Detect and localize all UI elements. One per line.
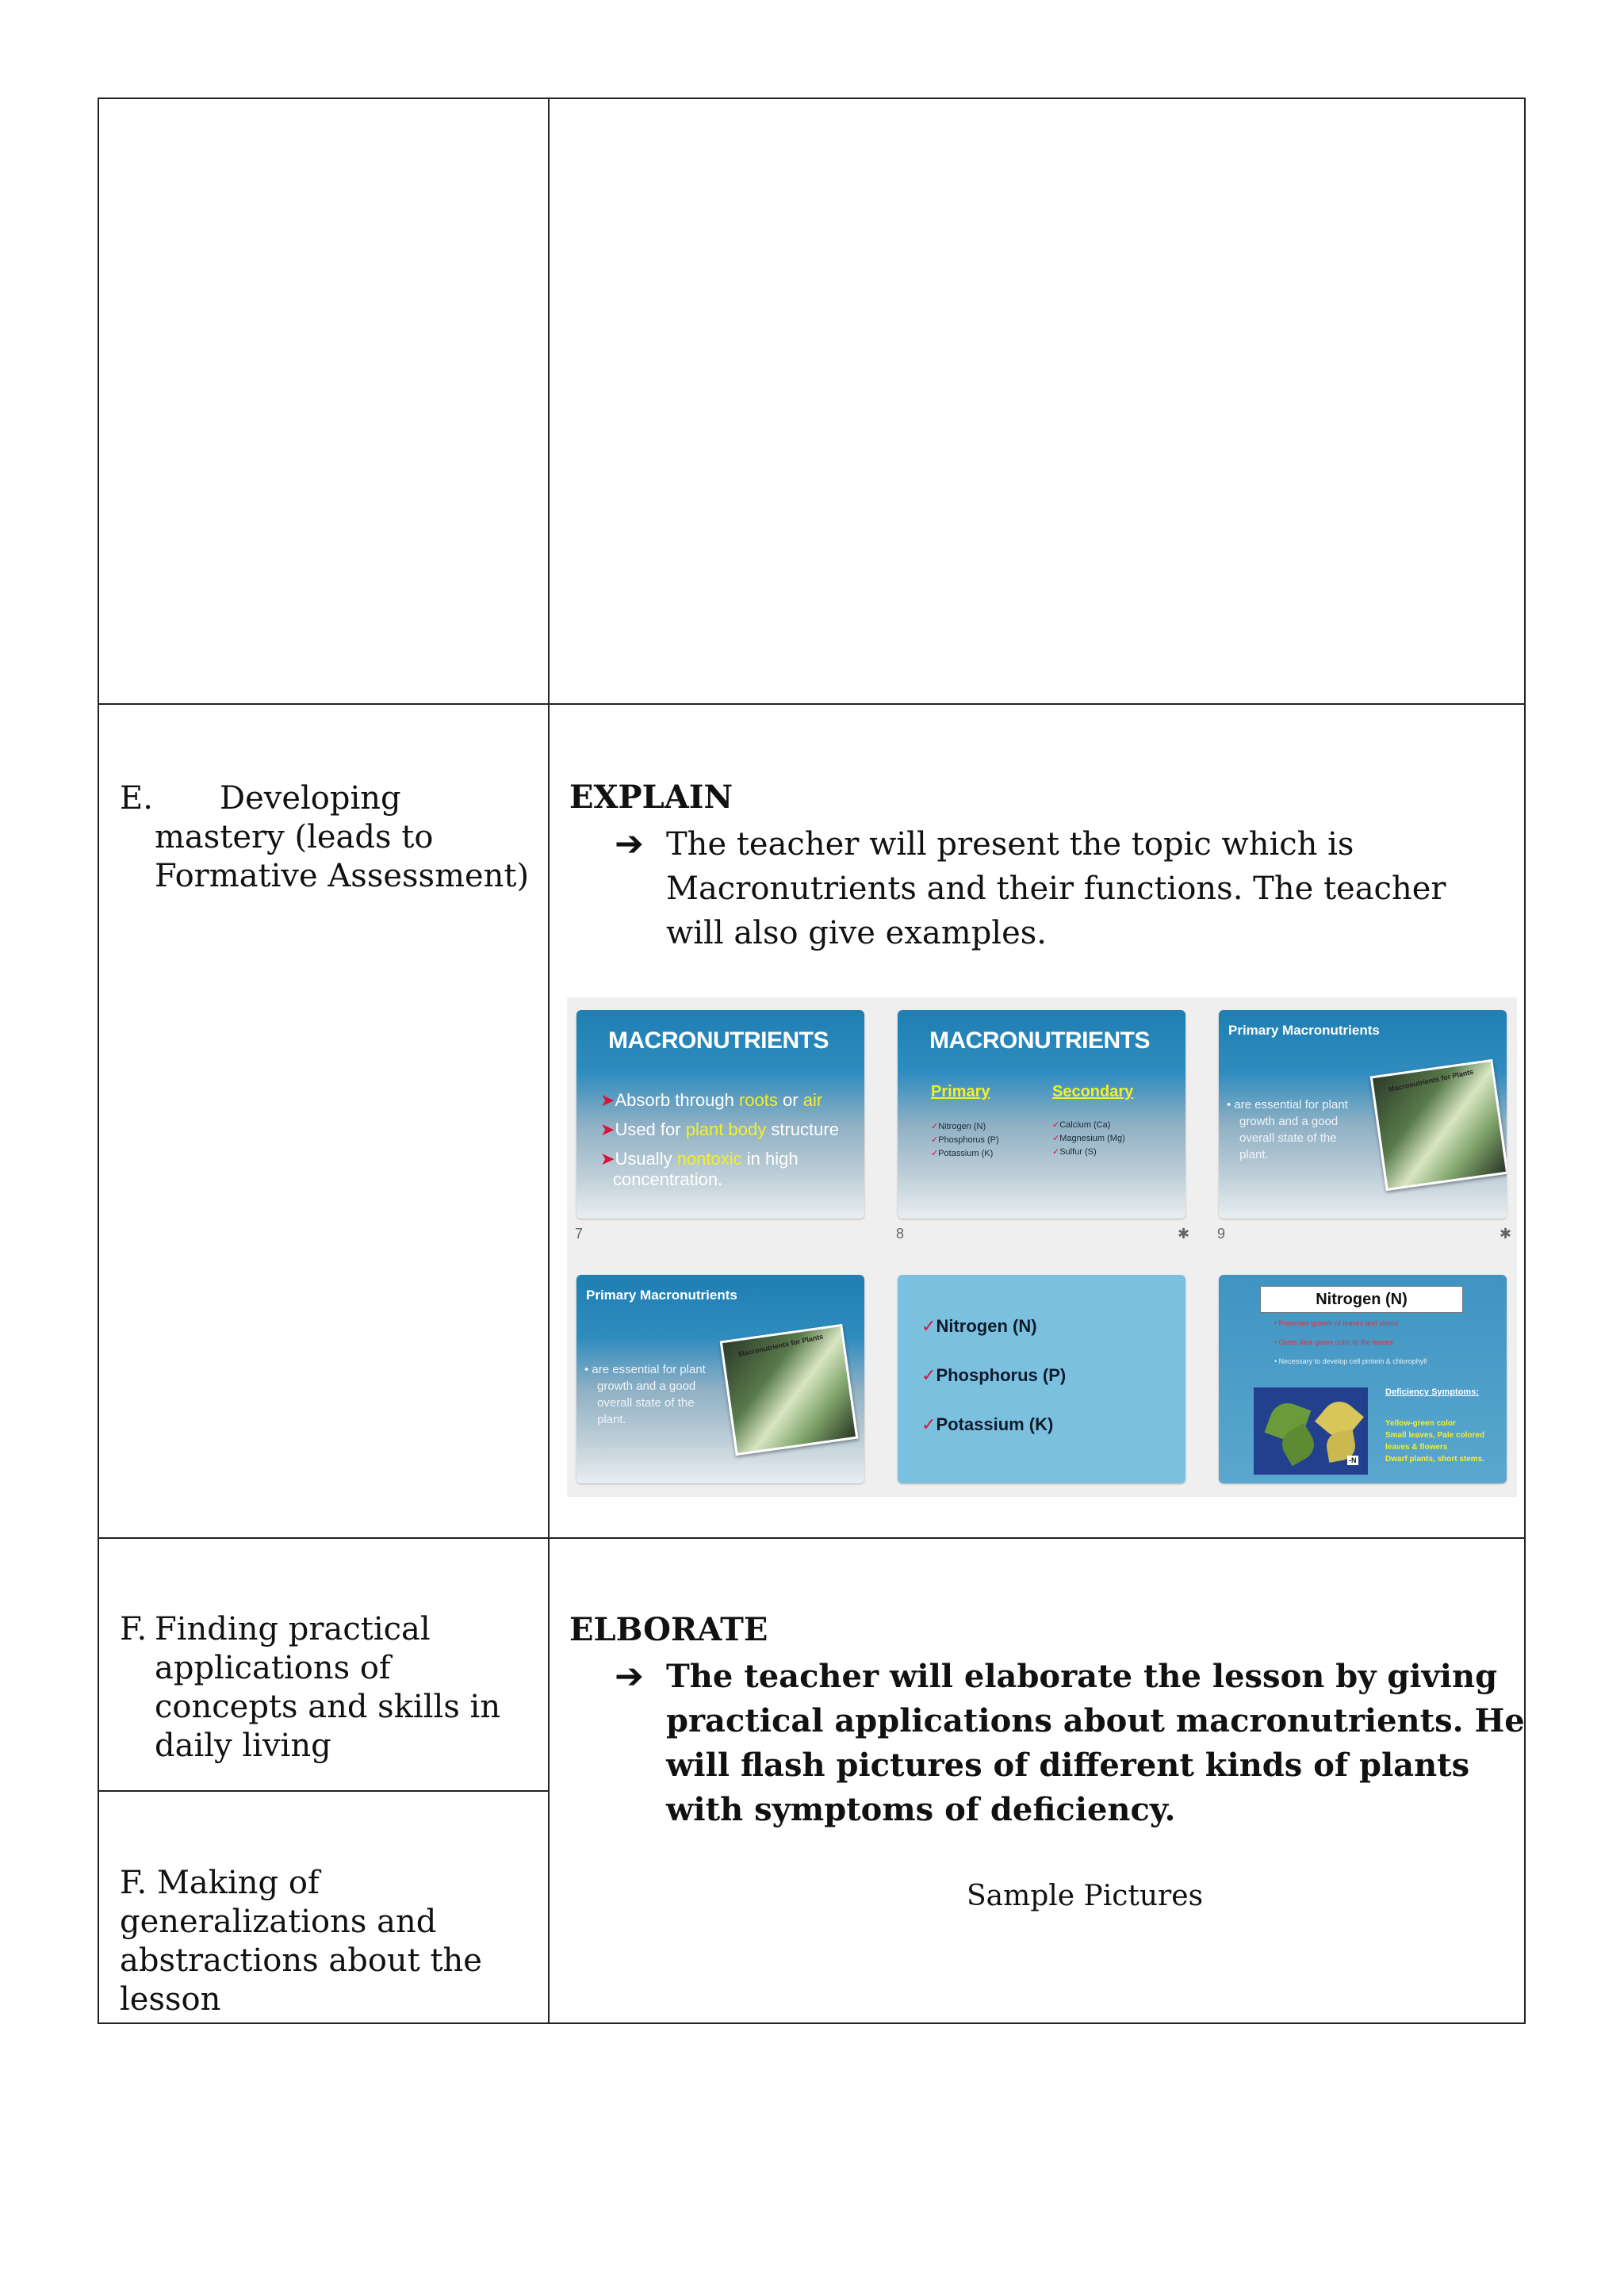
row-f1-label-line-4: daily living xyxy=(155,1728,331,1764)
row-f1-label-line-1: Finding practical xyxy=(155,1611,431,1647)
elaborate-line-2: practical applications about macronutrients. He xyxy=(666,1702,1525,1739)
slide-9-body-1: • are essential for plant xyxy=(1227,1098,1348,1112)
slide-10-body-4: plant. xyxy=(597,1413,626,1426)
slide-10-body-3: overall state of the xyxy=(597,1396,695,1410)
slide-8-secondary-2: ✓Magnesium (Mg) xyxy=(1052,1134,1125,1143)
slide-12 xyxy=(1219,1275,1507,1483)
table-border-bottom xyxy=(98,2022,1526,2024)
slide-9-body-3: overall state of the xyxy=(1239,1131,1337,1145)
arrow-marker-icon: ➤ xyxy=(600,1090,615,1110)
minus-n-label: -N xyxy=(1349,1456,1357,1464)
slide-12-deficiency-title: Deficiency Symptoms: xyxy=(1385,1387,1479,1397)
slide-8-primary-2: ✓Phosphorus (P) xyxy=(931,1135,999,1145)
slide-11-item-2: ✓Phosphorus (P) xyxy=(921,1365,1067,1385)
explain-line-3: will also give examples. xyxy=(666,915,1047,951)
row-f2-label-line-1: F. Making of xyxy=(120,1865,320,1901)
row-e-label-line-1: Developing xyxy=(220,780,401,817)
slide-9-subtitle: Primary Macronutrients xyxy=(1228,1023,1380,1038)
slide-thumbnail-grid xyxy=(567,997,1517,1497)
explain-line-2: Macronutrients and their functions. The teacher xyxy=(666,871,1446,907)
slide-7-title: MACRONUTRIENTS xyxy=(608,1027,829,1054)
slide-7-number: 7 xyxy=(575,1226,584,1242)
slide-9-body-4: plant. xyxy=(1239,1148,1269,1161)
slide-8-primary-1: ✓Nitrogen (N) xyxy=(931,1122,986,1131)
slide-12-bullet-2: • Gives dark green color to the leaves xyxy=(1274,1338,1393,1346)
arrow-marker-icon: ➤ xyxy=(600,1119,615,1139)
row-f1-label-line-2: applications of xyxy=(155,1650,391,1686)
row-e-label-line-3: Formative Assessment) xyxy=(155,858,530,894)
slide-12-title: Nitrogen (N) xyxy=(1260,1286,1463,1313)
elaborate-line-4: with symptoms of deficiency. xyxy=(666,1791,1176,1828)
slide-8-col-secondary: Secondary xyxy=(1052,1083,1134,1100)
slide-10 xyxy=(576,1275,864,1483)
explain-line-1: The teacher will present the topic which is xyxy=(666,826,1354,863)
slide-10-body-1: • are essential for plant xyxy=(584,1363,706,1376)
row-f1-label-line-3: concepts and skills in xyxy=(155,1689,501,1725)
arrow-marker-icon: ➤ xyxy=(600,1149,615,1169)
slide-10-plant-photo xyxy=(720,1324,859,1456)
arrow-bullet-icon: ➔ xyxy=(615,1656,644,1697)
elaborate-line-1: The teacher will elaborate the lesson by giving xyxy=(666,1658,1498,1695)
explain-heading: EXPLAIN xyxy=(569,779,733,816)
slide-9-star-icon: ✱ xyxy=(1500,1226,1512,1242)
slide-11-item-3: ✓Potassium (K) xyxy=(921,1414,1054,1434)
slide-9-body-2: growth and a good xyxy=(1239,1115,1339,1128)
slide-8-star-icon: ✱ xyxy=(1178,1226,1190,1242)
slide-8-col-primary: Primary xyxy=(931,1083,990,1100)
slide-7-line-3: ➤Usually nontoxic in high xyxy=(600,1149,799,1169)
row-f2-label-line-2: generalizations and xyxy=(120,1904,437,1940)
table-row-divider-2 xyxy=(98,1537,1526,1539)
row-f1-number: F. xyxy=(120,1611,147,1647)
slide-8-secondary-1: ✓Calcium (Ca) xyxy=(1052,1120,1111,1130)
arrow-bullet-icon: ➔ xyxy=(615,824,644,864)
elaborate-heading: ELBORATE xyxy=(569,1611,768,1648)
slide-12-bullet-1: • Promotes growth of leaves and stems xyxy=(1274,1319,1399,1327)
slide-8-secondary-3: ✓Sulfur (S) xyxy=(1052,1147,1097,1157)
slide-7 xyxy=(576,1010,864,1219)
slide-12-symptoms: Yellow-green color Small leaves, Pale colored leaves & flowers Dwarf plants, short stems. xyxy=(1385,1419,1485,1464)
slide-8-primary-3: ✓Potassium (K) xyxy=(931,1149,994,1158)
slide-7-line-1: ➤Absorb through roots or air xyxy=(600,1090,823,1110)
slide-8-number: 8 xyxy=(896,1226,905,1242)
slide-9-plant-photo xyxy=(1370,1059,1507,1191)
slide-9-number: 9 xyxy=(1217,1226,1226,1242)
slide-10-subtitle: Primary Macronutrients xyxy=(586,1288,737,1303)
table-row-divider-1 xyxy=(98,703,1526,705)
slide-7-line-2: ➤Used for plant body structure xyxy=(600,1119,839,1139)
row-f2-label-line-4: lesson xyxy=(120,1981,221,2018)
slide-10-body-2: growth and a good xyxy=(597,1380,696,1393)
slide-8-title: MACRONUTRIENTS xyxy=(929,1027,1150,1054)
row-e-label-line-2: mastery (leads to xyxy=(155,819,434,855)
table-border-top xyxy=(98,98,1526,99)
slide-11 xyxy=(898,1275,1185,1483)
row-e-number: E. xyxy=(120,780,153,817)
table-column-divider xyxy=(548,98,550,2024)
sample-pictures-caption: Sample Pictures xyxy=(966,1880,1204,1912)
slide-8 xyxy=(898,1010,1185,1219)
slide-12-bullet-3: • Necessary to develop cell protein & chlorophyll xyxy=(1274,1357,1427,1365)
elaborate-line-3: will flash pictures of different kinds of plants xyxy=(666,1747,1470,1784)
slide-7-line-4: concentration. xyxy=(613,1169,723,1189)
slide-11-item-1: ✓Nitrogen (N) xyxy=(921,1316,1037,1336)
slide-9-photo-tag: Macronutrients for Plants xyxy=(1388,1067,1474,1094)
row-f2-label-line-3: abstractions about the xyxy=(120,1942,482,1979)
slide-9 xyxy=(1219,1010,1507,1219)
table-border-left xyxy=(98,98,99,2024)
table-row-divider-left-sub xyxy=(98,1790,550,1792)
slide-10-photo-tag: Macronutrients for Plants xyxy=(737,1332,824,1359)
slide-12-leaf-photo xyxy=(1254,1387,1368,1475)
